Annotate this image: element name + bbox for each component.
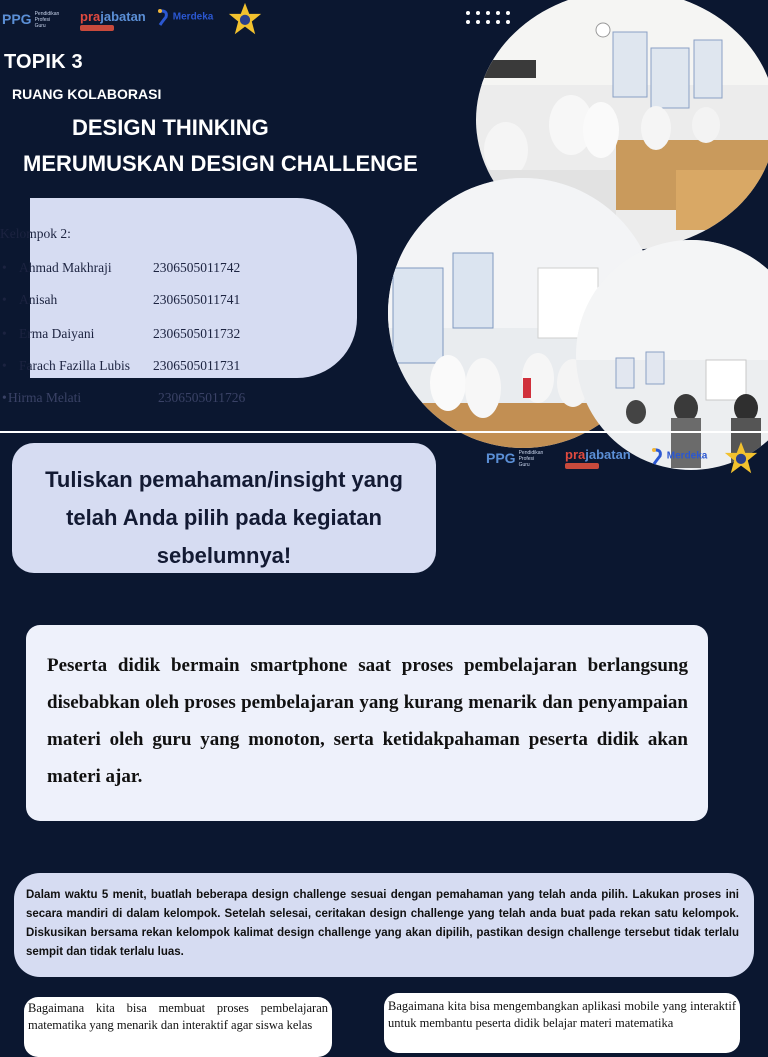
- insight-text: Peserta didik bermain smartphone saat proses pembelajaran berlangsung disebabkan oleh proses pembelajaran yang kurang menarik dan penyampaian materi oleh guru yang monoton, serta ketidakpahaman peserta didik akan materi ajar.: [47, 655, 688, 787]
- merdeka-logo-text: Merdeka: [666, 450, 708, 462]
- decorative-dots: [466, 11, 510, 24]
- member-bullet: •: [2, 292, 7, 307]
- insight-card: [26, 625, 708, 821]
- member-nim: 2306505011732: [153, 326, 241, 341]
- prajabatan-logo-rest: jabatan: [585, 447, 631, 462]
- challenge-left-text: Bagaimana kita bisa membuat proses pembelajaran matematika yang menarik dan interaktif agar siswa kelas: [28, 1001, 328, 1032]
- prajabatan-logo-pra: pra: [565, 447, 586, 462]
- prajabatan-logo: [565, 447, 631, 469]
- ppg-logo: [2, 11, 63, 29]
- member-bullet: •: [2, 260, 7, 275]
- slide-title-main: DESIGN THINKING: [72, 115, 269, 140]
- member-row: [0, 358, 300, 376]
- question-card: [12, 443, 436, 573]
- member-name: Hirma Melati: [8, 390, 82, 405]
- university-emblem-icon: [228, 2, 262, 36]
- ppg-logo-sub: Pendidikan Profesi Guru: [34, 11, 60, 30]
- slide-design-challenge: [0, 433, 768, 1032]
- member-name: Ahmad Makhraji: [19, 260, 112, 275]
- merdeka-logo-text: Merdeka: [172, 11, 214, 23]
- ppg-logo-text: PPG: [486, 450, 516, 466]
- collab-room-label: RUANG KOLABORASI: [12, 86, 162, 102]
- member-nim: 2306505011741: [153, 292, 241, 307]
- member-nim: 2306505011731: [153, 358, 241, 373]
- challenge-card-right: [384, 993, 740, 1053]
- slide-title: [0, 0, 768, 430]
- group-label: Kelompok 2:: [0, 226, 71, 241]
- prajabatan-logo: [80, 9, 146, 31]
- topic-label: TOPIK 3: [4, 51, 83, 73]
- member-bullet: •: [2, 390, 7, 405]
- ppg-logo: [486, 450, 547, 468]
- challenge-right-text: Bagaimana kita bisa mengembangkan aplikasi mobile yang interaktif untuk membantu peserta didik belajar materi matematika: [388, 999, 736, 1030]
- prajabatan-logo-rest: jabatan: [100, 9, 146, 24]
- instruction-card: [14, 873, 754, 977]
- member-row: [0, 326, 300, 344]
- ppg-logo-text: PPG: [2, 11, 32, 27]
- member-name: Farach Fazilla Lubis: [19, 358, 130, 373]
- prajabatan-logo-pra: pra: [80, 9, 101, 24]
- member-list: [0, 226, 300, 416]
- slide-title-sub: MERUMUSKAN DESIGN CHALLENGE: [23, 151, 418, 176]
- merdeka-logo: [650, 447, 707, 465]
- merdeka-swirl-icon: [650, 447, 664, 465]
- question-line-1: Tuliskan pemahaman/insight yang: [45, 467, 403, 492]
- question-line-2: telah Anda pilih pada kegiatan: [66, 505, 382, 530]
- member-row: [0, 390, 300, 408]
- member-name: Anisah: [19, 292, 58, 307]
- member-row: [0, 292, 300, 310]
- member-bullet: •: [2, 358, 7, 373]
- university-emblem-icon: [724, 441, 758, 475]
- ppg-logo-sub: Pendidikan Profesi Guru: [518, 450, 544, 469]
- member-bullet: •: [2, 326, 7, 341]
- member-nim: 2306505011742: [153, 260, 241, 275]
- merdeka-logo: [156, 8, 213, 26]
- member-name: Erma Daiyani: [19, 326, 95, 341]
- member-row: [0, 260, 300, 278]
- challenge-card-left: [24, 997, 332, 1057]
- merdeka-swirl-icon: [156, 8, 170, 26]
- instruction-text: Dalam waktu 5 menit, buatlah beberapa design challenge sesuai dengan pemahaman yang telah anda pilih. Lakukan proses ini secara mandiri di dalam kelompok. Setelah selesai, ceritakan design challenge yang telah anda buat pada rekan satu kelompok. Diskusikan bersama rekan kelompok kalimat design challenge yang akan dipilih, pastikan design challenge tersebut tidak terlalu sempit dan tidak terlalu luas.: [26, 889, 739, 958]
- question-line-3: sebelumnya!: [156, 543, 292, 568]
- member-nim: 2306505011726: [158, 390, 246, 405]
